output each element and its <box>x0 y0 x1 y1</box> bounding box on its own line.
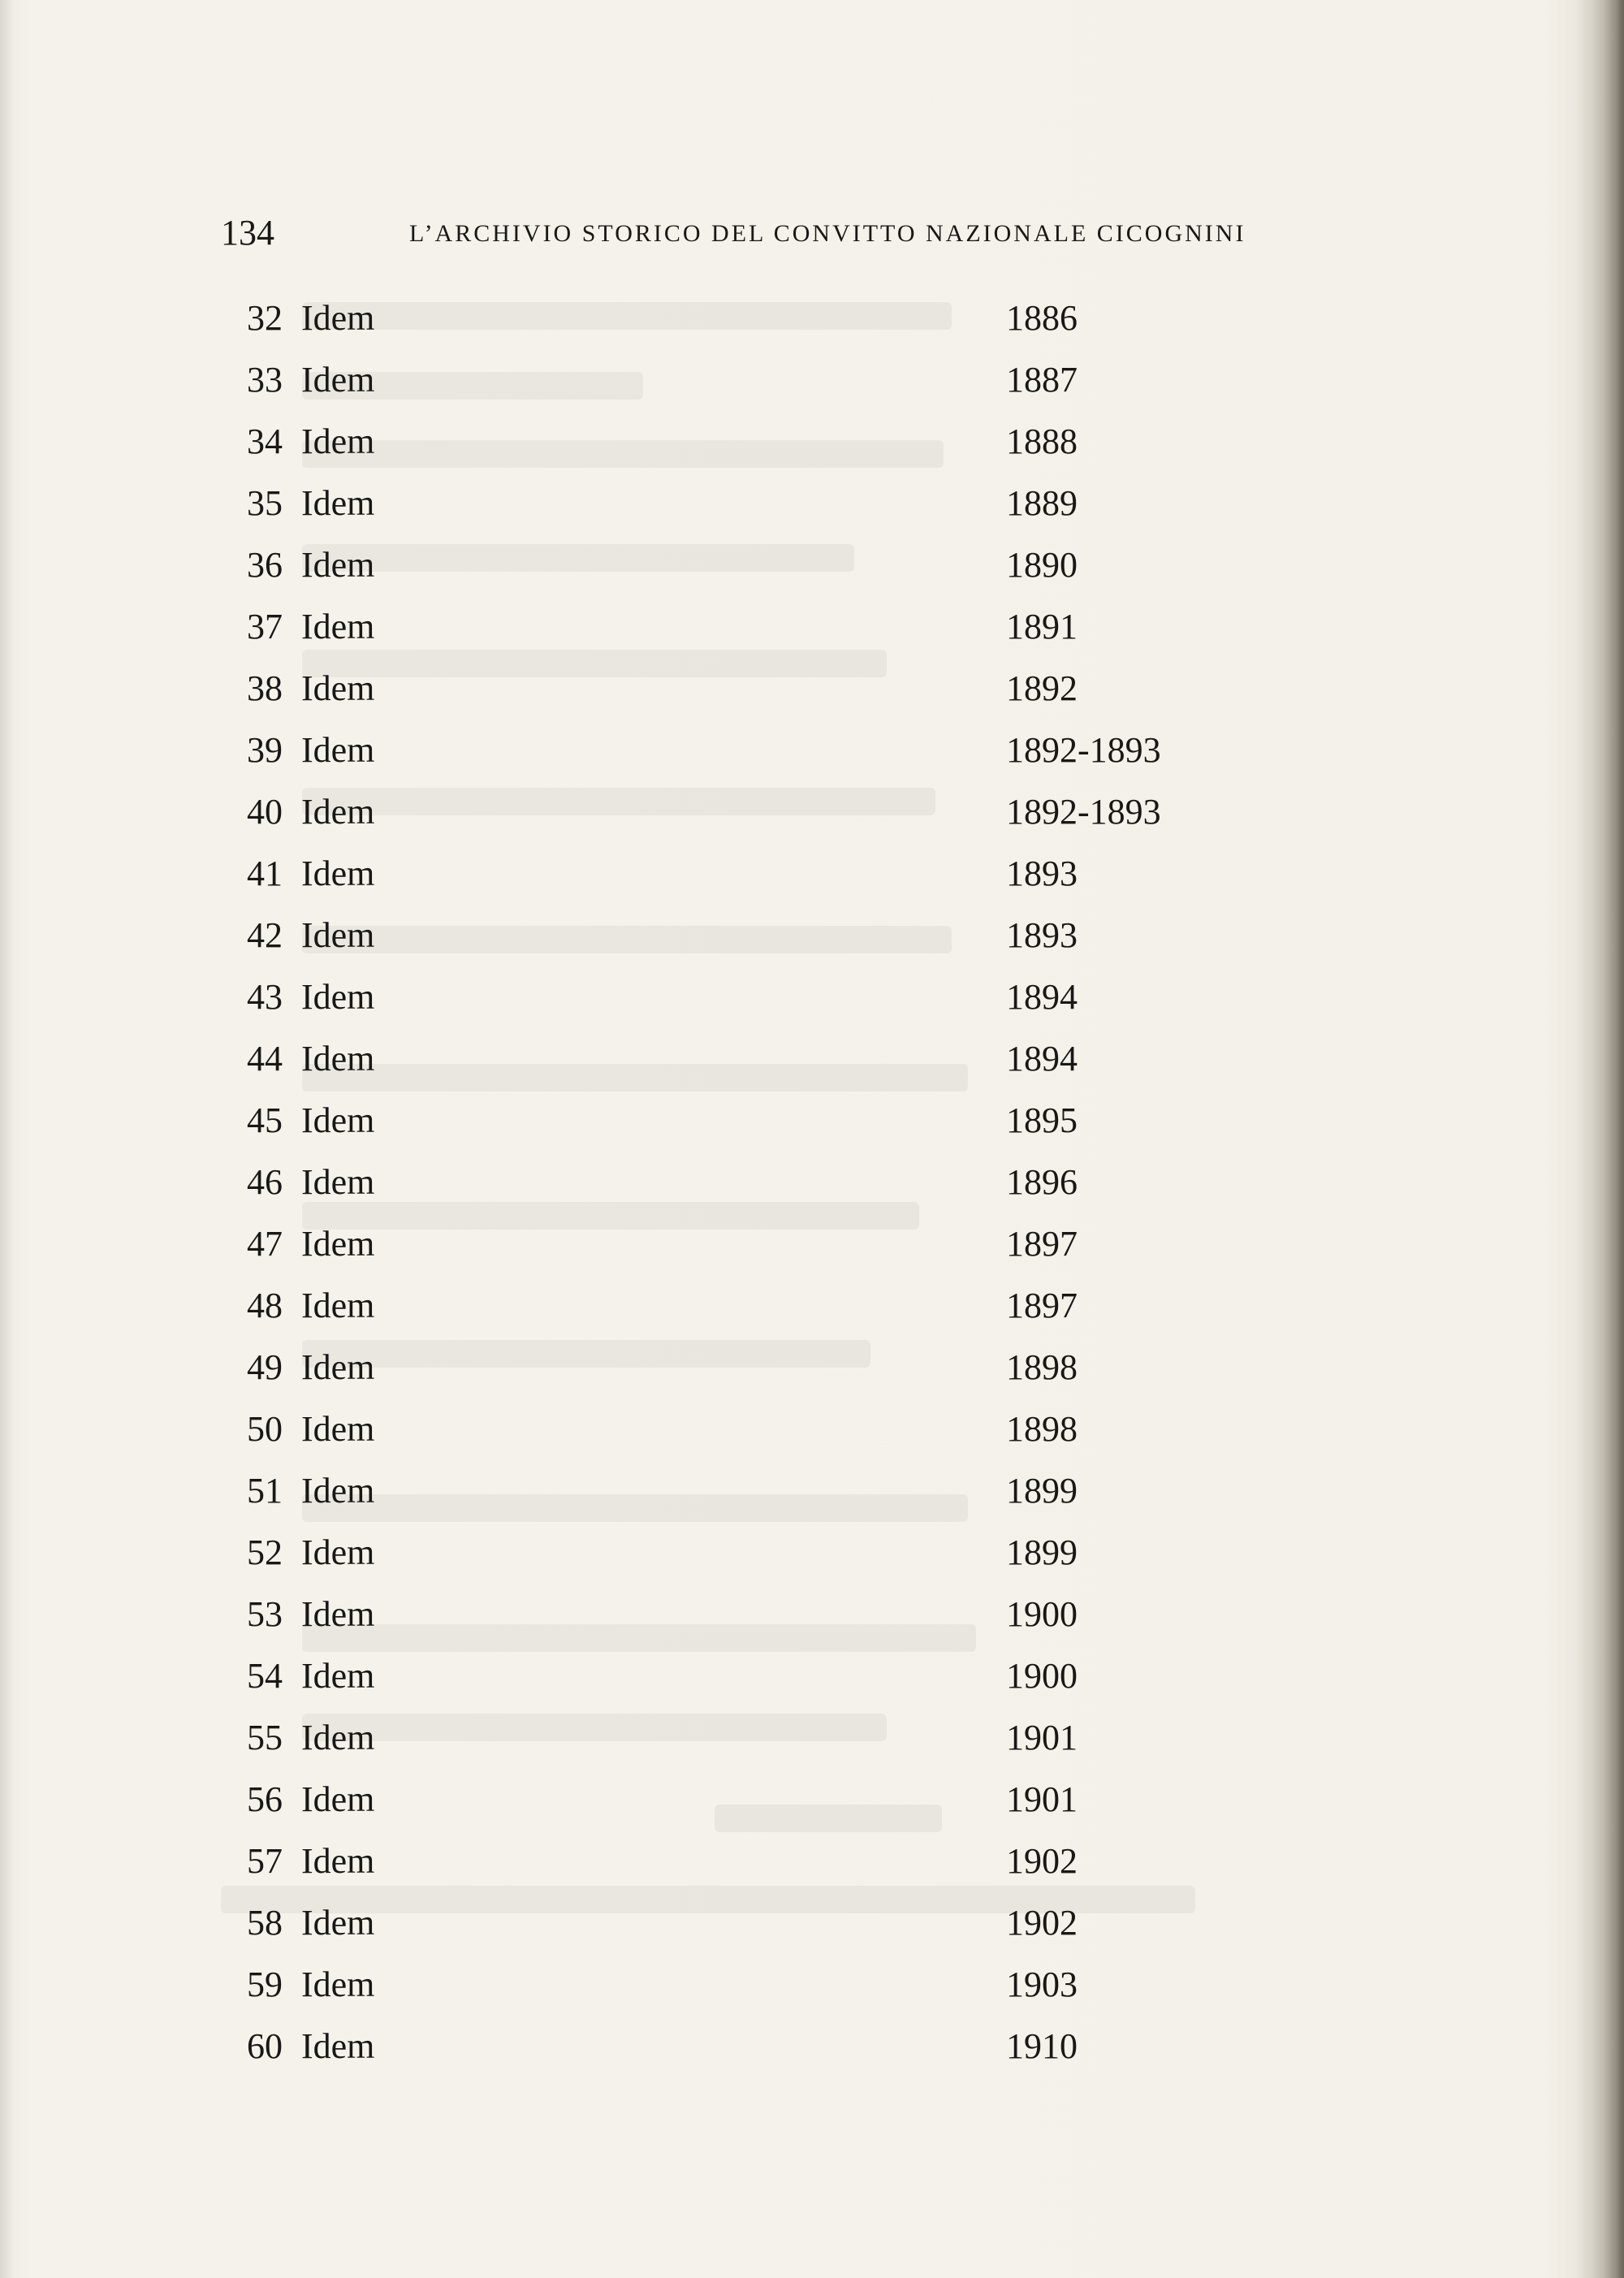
list-item <box>218 356 1192 404</box>
list-item <box>218 973 1192 1022</box>
entry-year: 1892 <box>1006 668 1078 708</box>
entry-description: Idem <box>301 2026 375 2066</box>
list-item <box>218 1282 1192 1330</box>
entry-year: 1901 <box>1006 1718 1078 1757</box>
entry-number: 50 <box>247 1409 283 1449</box>
entry-number: 51 <box>247 1471 283 1511</box>
entry-year: 1886 <box>1006 298 1078 338</box>
entry-number: 48 <box>247 1286 283 1325</box>
entry-number: 42 <box>247 915 283 955</box>
entry-year: 1889 <box>1006 483 1078 523</box>
entry-year: 1887 <box>1006 360 1078 400</box>
entry-description: Idem <box>301 854 375 893</box>
list-item <box>218 1343 1192 1392</box>
entry-year: 1910 <box>1006 2026 1078 2066</box>
entry-number: 56 <box>247 1779 283 1819</box>
entry-number: 54 <box>247 1656 283 1696</box>
entry-description: Idem <box>301 1903 375 1943</box>
entry-year: 1895 <box>1006 1100 1078 1140</box>
entry-description: Idem <box>301 1347 375 1387</box>
entry-year: 1897 <box>1006 1286 1078 1325</box>
entry-description: Idem <box>301 1532 375 1572</box>
entry-description: Idem <box>301 977 375 1017</box>
entry-year: 1902 <box>1006 1841 1078 1881</box>
list-item <box>218 417 1192 466</box>
entry-number: 36 <box>247 545 283 585</box>
entry-number: 35 <box>247 483 283 523</box>
entry-number: 52 <box>247 1532 283 1572</box>
entry-description: Idem <box>301 421 375 461</box>
entry-description: Idem <box>301 360 375 400</box>
list-item <box>218 1096 1192 1145</box>
entry-year: 1902 <box>1006 1903 1078 1943</box>
entry-description: Idem <box>301 1286 375 1325</box>
list-item <box>218 1775 1192 1824</box>
list-item <box>218 1220 1192 1269</box>
entry-year: 1893 <box>1006 915 1078 955</box>
entry-description: Idem <box>301 1224 375 1264</box>
list-item <box>218 1405 1192 1454</box>
entry-number: 47 <box>247 1224 283 1264</box>
entry-description: Idem <box>301 1471 375 1511</box>
entry-description: Idem <box>301 483 375 523</box>
entry-description: Idem <box>301 1594 375 1634</box>
entry-number: 44 <box>247 1039 283 1078</box>
entry-year: 1893 <box>1006 854 1078 893</box>
entry-year: 1903 <box>1006 1965 1078 2004</box>
entry-number: 49 <box>247 1347 283 1387</box>
entry-description: Idem <box>301 1965 375 2004</box>
list-item <box>218 294 1192 343</box>
entry-description: Idem <box>301 1162 375 1202</box>
entry-year: 1898 <box>1006 1347 1078 1387</box>
entry-year: 1896 <box>1006 1162 1078 1202</box>
entry-number: 37 <box>247 607 283 646</box>
entry-year: 1898 <box>1006 1409 1078 1449</box>
list-item <box>218 1035 1192 1083</box>
entry-number: 43 <box>247 977 283 1017</box>
entry-year: 1901 <box>1006 1779 1078 1819</box>
entry-description: Idem <box>301 1039 375 1078</box>
list-item <box>218 788 1192 836</box>
entry-description: Idem <box>301 1779 375 1819</box>
entry-description: Idem <box>301 545 375 585</box>
entry-description: Idem <box>301 668 375 708</box>
entry-description: Idem <box>301 792 375 832</box>
entry-year: 1888 <box>1006 421 1078 461</box>
entry-number: 38 <box>247 668 283 708</box>
entry-year: 1897 <box>1006 1224 1078 1264</box>
entry-number: 58 <box>247 1903 283 1943</box>
entry-description: Idem <box>301 607 375 646</box>
running-title: L’ARCHIVIO STORICO DEL CONVITTO NAZIONALE CICOGNINI <box>409 220 1246 247</box>
entry-description: Idem <box>301 298 375 338</box>
entry-number: 33 <box>247 360 283 400</box>
entry-year: 1900 <box>1006 1656 1078 1696</box>
list-item <box>218 541 1192 590</box>
entry-number: 32 <box>247 298 283 338</box>
entry-number: 59 <box>247 1965 283 2004</box>
entry-year: 1891 <box>1006 607 1078 646</box>
list-item <box>218 911 1192 960</box>
entry-year: 1892-1893 <box>1006 792 1161 832</box>
entry-year: 1899 <box>1006 1471 1078 1511</box>
entry-number: 57 <box>247 1841 283 1881</box>
list-item <box>218 1960 1192 2009</box>
list-item <box>218 603 1192 651</box>
entry-description: Idem <box>301 1656 375 1696</box>
list-item <box>218 2022 1192 2071</box>
list-item <box>218 1899 1192 1947</box>
entry-number: 53 <box>247 1594 283 1634</box>
list-item <box>218 1528 1192 1577</box>
list-item <box>218 1467 1192 1515</box>
entry-year: 1892-1893 <box>1006 730 1161 770</box>
list-item <box>218 479 1192 528</box>
entry-number: 40 <box>247 792 283 832</box>
entry-description: Idem <box>301 1841 375 1881</box>
entry-year: 1890 <box>1006 545 1078 585</box>
list-item <box>218 1714 1192 1762</box>
page-number: 134 <box>221 213 274 253</box>
entry-description: Idem <box>301 1718 375 1757</box>
entry-number: 60 <box>247 2026 283 2066</box>
entry-number: 45 <box>247 1100 283 1140</box>
list-item <box>218 1837 1192 1886</box>
entry-description: Idem <box>301 915 375 955</box>
entry-year: 1900 <box>1006 1594 1078 1634</box>
list-item <box>218 664 1192 713</box>
list-item <box>218 849 1192 898</box>
entry-number: 46 <box>247 1162 283 1202</box>
entry-number: 41 <box>247 854 283 893</box>
book-spine-shadow <box>1575 0 1624 2278</box>
entry-year: 1894 <box>1006 1039 1078 1078</box>
entry-year: 1894 <box>1006 977 1078 1017</box>
entry-number: 39 <box>247 730 283 770</box>
list-item <box>218 726 1192 775</box>
entry-description: Idem <box>301 730 375 770</box>
entry-year: 1899 <box>1006 1532 1078 1572</box>
entry-number: 55 <box>247 1718 283 1757</box>
entry-description: Idem <box>301 1100 375 1140</box>
list-item <box>218 1158 1192 1207</box>
entry-description: Idem <box>301 1409 375 1449</box>
list-item <box>218 1652 1192 1701</box>
list-item <box>218 1590 1192 1639</box>
entry-number: 34 <box>247 421 283 461</box>
